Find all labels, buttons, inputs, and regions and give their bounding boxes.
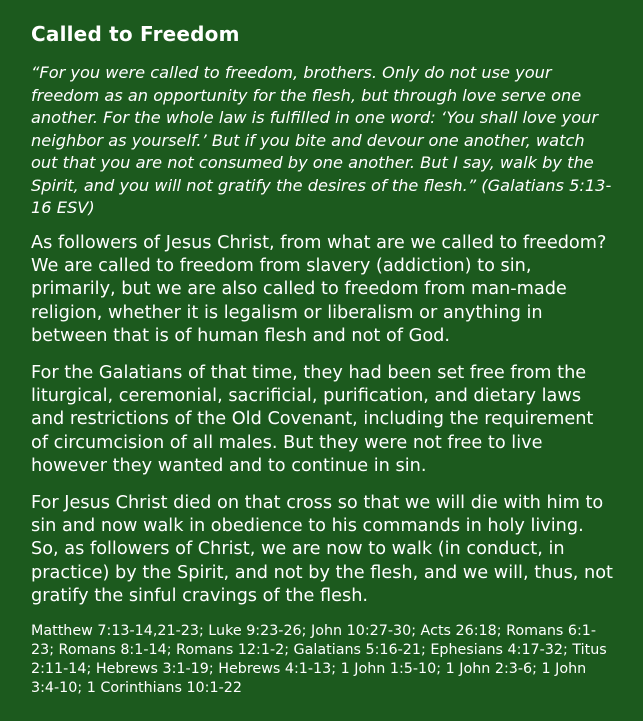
body-paragraph-3: For Jesus Christ died on that cross so that we will die with him to sin and now walk in obedience to his commands in holy living. So, as followers of Christ, we are now to walk (in conduct, in practice) by the Spirit, and not by the flesh, and we will, thus, not gratify the sinful cravings of the flesh. (31, 492, 613, 607)
scripture-quote: “For you were called to freedom, brothers. Only do not use your freedom as an opportunity for the flesh, but through love serve one another. For the whole law is fulfilled in one word: ‘You shall love your neighbor as yourself.’ But if you bite and devour one another, watch out that you are not consumed by one another. But I say, walk by the Spirit, and you will not gratify the desires of the flesh.” (Galatians 5:13-16 ESV) (31, 63, 612, 217)
scripture-references: Matthew 7:13-14,21-23; Luke 9:23-26; John 10:27-30; Acts 26:18; Romans 6:1-23; Romans 8:1-14; Romans 12:1-2; Galatians 5:16-21; Ephesians 4:17-32; Titus 2:11-14; Hebrews 3:1-19; Hebrews 4:1-13; 1 John 1:5-10; 1 John 2:3-6; 1 John 3:4-10; 1 Corinthians 10:1-22 (31, 622, 607, 696)
body-paragraph-1: As followers of Jesus Christ, from what are we called to freedom? We are called to freedom from slavery (addiction) to sin, primarily, but we are also called to freedom from man-made religion, whether it is legalism or liberalism or anything in between that is of human flesh and not of God. (31, 232, 607, 347)
body-paragraph-2: For the Galatians of that time, they had been set free from the liturgical, ceremonial, sacrificial, purification, and dietary laws and restrictions of the Old Covenant, including the requirement of circumcision of all males. But they were not free to live however they wanted and to continue in sin. (31, 362, 594, 477)
page-title: Called to Freedom (31, 22, 240, 46)
